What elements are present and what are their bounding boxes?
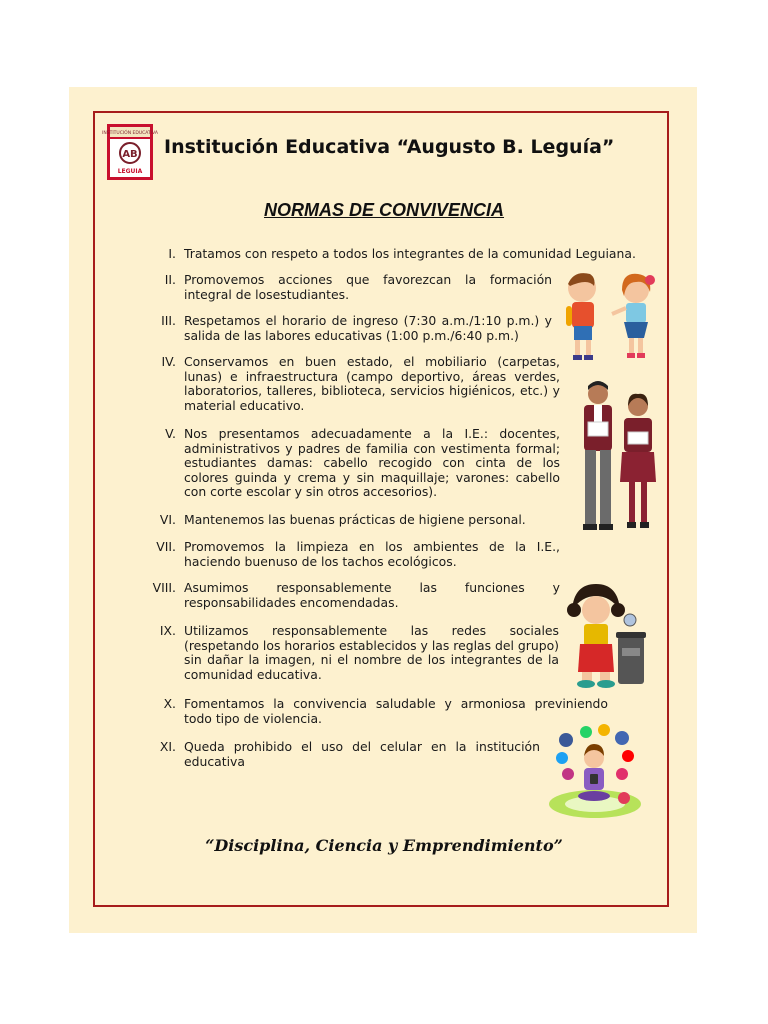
logo-name-text: LEGUIA: [117, 168, 143, 175]
rule-number: VII.: [156, 539, 176, 554]
rule-item: [159, 739, 540, 769]
rule-text: Nos presentamos adecuadamente a la I.E.: docentes, administrativos y padres de familia con vestimenta formal; estudiantes damas: cabello recogido con cinta de los colores guinda y crema y sin maquillaje; varones: cabello con corte escolar y sin otros accesorios).: [184, 426, 560, 499]
recycling-girl-illustration: [566, 580, 648, 690]
rule-item: [156, 539, 560, 569]
rule-number: IV.: [161, 354, 176, 369]
rule-item: [159, 623, 559, 682]
rule-item: [164, 272, 552, 302]
rule-item: [152, 580, 560, 610]
uniform-students-illustration: [570, 378, 662, 538]
motto: “Disciplina, Ciencia y Emprendimiento”: [205, 836, 563, 855]
rule-text: Promovemos la limpieza en los ambientes de la I.E., haciendo buenuso de los tachos ecológicos.: [184, 539, 560, 569]
rule-text: Fomentamos la convivencia saludable y armoniosa previniendo todo tipo de violencia.: [184, 696, 608, 726]
rule-text: Respetamos el horario de ingreso (7:30 a.m./1:10 p.m.) y salida de las labores educativas (1:00 p.m./6:40 p.m.): [184, 313, 552, 343]
logo-mark-text: AB: [122, 149, 138, 160]
logo-top-text: INSTITUCIÓN EDUCATIVA: [102, 131, 158, 136]
rule-number: V.: [165, 426, 176, 441]
rule-item: [161, 313, 552, 343]
rule-text: Utilizamos responsablemente las redes sociales (respetando los horarios establecidos y las reglas del grupo) sin dañar la imagen, ni el nombre de los integrantes de la comunidad educativa.: [184, 623, 559, 682]
rule-number: IX.: [159, 623, 176, 638]
rule-item: [159, 512, 560, 528]
social-media-child-illustration: [546, 722, 644, 822]
rule-number: XI.: [159, 739, 176, 754]
school-logo: [102, 124, 158, 180]
institution-title: Institución Educativa “Augusto B. Leguía”: [164, 136, 615, 158]
rule-text: Promovemos acciones que favorezcan la formación integral de losestudiantes.: [184, 272, 552, 302]
rule-text: Tratamos con respeto a todos los integrantes de la comunidad Leguiana.: [184, 246, 636, 261]
kids-waving-illustration: [560, 266, 660, 364]
rule-number: II.: [164, 272, 176, 287]
rule-number: III.: [161, 313, 176, 328]
rule-number: I.: [168, 246, 176, 261]
rule-item: [168, 246, 649, 262]
rule-number: VIII.: [152, 580, 176, 595]
rule-item: [163, 696, 608, 726]
rule-number: VI.: [159, 512, 176, 527]
rule-number: X.: [163, 696, 176, 711]
rule-text: Conservamos en buen estado, el mobiliario (carpetas, lunas) e infraestructura (campo deportivo, áreas verdes, laboratorios, talleres, biblioteca, servicios higiénicos, etc.) y material educativo.: [184, 354, 560, 413]
rule-item: [161, 354, 560, 413]
norms-title: NORMAS DE CONVIVENCIA: [263, 200, 505, 220]
rule-text: Asumimos responsablemente las funciones y responsabilidades encomendadas.: [184, 580, 560, 610]
rule-text: Queda prohibido el uso del celular en la institución educativa: [184, 739, 540, 769]
rule-item: [165, 426, 560, 500]
rule-text: Mantenemos las buenas prácticas de higiene personal.: [184, 512, 526, 527]
